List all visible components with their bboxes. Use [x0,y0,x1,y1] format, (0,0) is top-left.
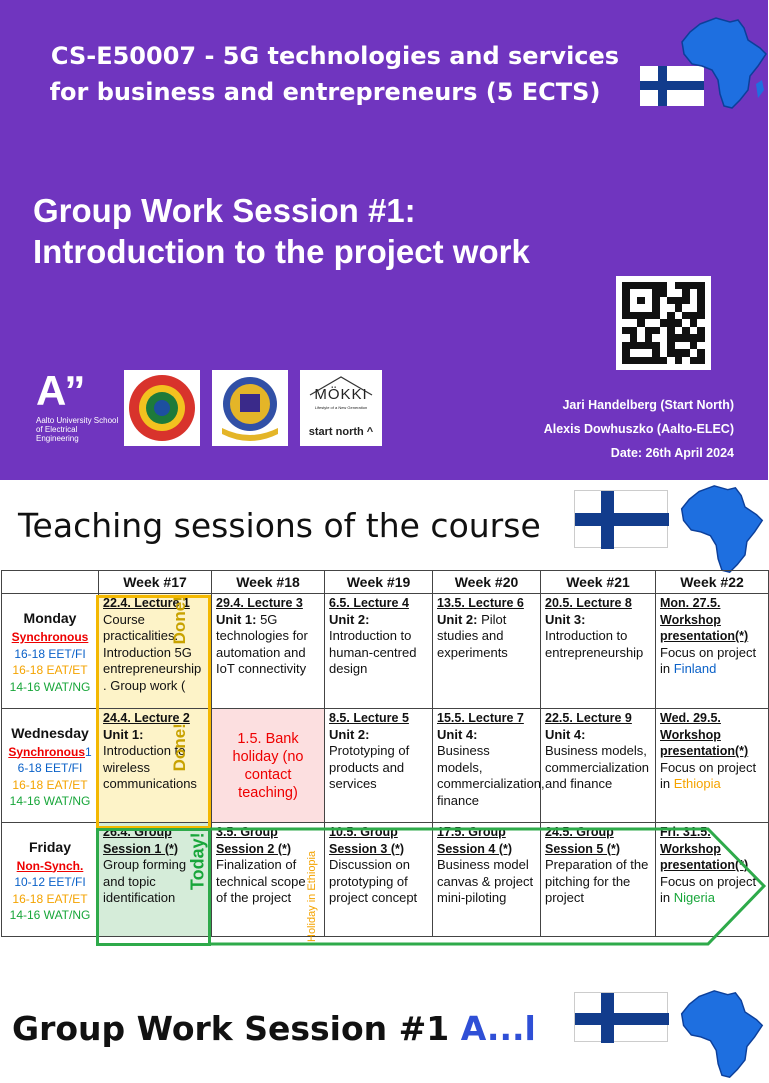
session-date: Date: 26th April 2024 [610,446,734,460]
ethiopia-holiday-label: Holiday in Ethiopia [306,850,318,942]
aalto-logo-text: Aalto University School of Electrical Engineering [36,416,119,443]
credits [544,393,734,465]
teaching-sessions-slide [0,480,768,970]
finland-flag-icon [574,490,668,548]
africa-map-icon [676,482,766,578]
session-cell: 8.5. Lecture 5 Unit 2: Prototyping of products and services [325,709,433,823]
workshop-cell: Mon. 27.5. Workshop presentation(*) Focus on project in Finland [656,594,769,709]
session-cell: 24.5. Group Session 5 (*) Preparation of the pitching for the project [541,823,656,937]
workshop-cell: Wed. 29.5. Workshop presentation(*) Focus on project in Ethiopia [656,709,769,823]
qr-code[interactable] [616,276,711,370]
session-cell: 15.5. Lecture 7 Unit 4: Business models, commercialization, finance [433,709,541,823]
mokki-wordmark: MÖKKI [314,386,368,403]
session-cell: 6.5. Lecture 4 Unit 2: Introduction to human-centred design [325,594,433,709]
week-header: Week #22 [656,571,769,594]
day-cell-monday: Monday Synchronous 16-18 EET/FI 16-18 EAT/ET 14-16 WAT/NG [2,594,99,709]
day-cell-friday: Friday Non-Synch. 10-12 EET/FI 16-18 EAT/ET 14-16 WAT/NG [2,823,99,937]
mokki-tagline: Lifestyle of a New Generation [314,405,368,410]
week-header: Week #18 [212,571,325,594]
week-header: Week #19 [325,571,433,594]
week-header: Week #20 [433,571,541,594]
session-cell: 26.4. Group Session 1 (*) Group forming and topic identification Today! [99,823,212,937]
session-title-line2: Introduction to the project work [33,233,530,270]
qr-code-pattern [622,282,705,364]
session-title [33,190,530,272]
week-header: Week #21 [541,571,656,594]
session-cell: 29.4. Lecture 3 Unit 1: 5G technologies for automation and IoT connectivity [212,594,325,709]
mokki-startnorth-logo [300,370,382,446]
title-slide [0,0,768,480]
aalto-logo [36,367,121,443]
presenter-1: Jari Handelberg (Start North) [562,398,734,412]
session-cell: 22.5. Lecture 9 Unit 4: Business models, commercialization and finance [541,709,656,823]
timeline-arrow [208,826,768,950]
peek-slide-title: Group Work Session #1 A...l [12,1009,536,1048]
done-highlight-frame [96,595,211,829]
next-slide-peek [0,975,768,1048]
done-stamp: Done! [169,723,189,772]
session-cell: 13.5. Lecture 6 Unit 2: Pilot studies and experiments [433,594,541,709]
finland-flag-icon [574,992,668,1042]
startnorth-wordmark: start north ^ [308,426,374,438]
session-title-line1: Group Work Session #1: [33,192,416,229]
session-cell: 22.4. Lecture 1 Course practicalities. Introduction 5G entrepreneurship . Group work ( Done! [99,594,212,709]
course-title [20,38,650,110]
presenter-2: Alexis Dowhuszko (Aalto-ELEC) [543,422,734,436]
session-cell: 24.4. Lecture 2 Unit 1: Introduction to wireless communications Done! [99,709,212,823]
slide-title: Teaching sessions of the course [18,506,541,545]
bank-holiday-cell: 1.5. Bank holiday (no contact teaching) [212,709,325,823]
week-header-row [2,571,769,594]
session-cell: 10.5. Group Session 3 (*) Discussion on prototyping of project concept [325,823,433,937]
workshop-cell: Fri. 31.5. Workshop presentation(*) Focus on project in Nigeria [656,823,769,937]
week-header: Week #17 [99,571,212,594]
session-cell: 17.5. Group Session 4 (*) Business model canvas & project mini-piloting [433,823,541,937]
africa-map-icon [676,987,766,1083]
session-cell: 3.5. Group Session 2 (*) Finalization of technical scope of the project [212,823,325,937]
today-stamp: Today! [187,832,208,891]
corner-cell [2,571,99,594]
day-cell-wednesday: Wednesday Synchronous1 6-18 EET/FI 16-18 EAT/ET 14-16 WAT/NG [2,709,99,823]
course-title-line1: CS-E50007 - 5G technologies and services [50,42,620,70]
aalto-logo-mark: A” [36,367,84,414]
session-cell: 20.5. Lecture 8 Unit 3: Introduction to entrepreneurship [541,594,656,709]
africa-map-icon [678,14,768,114]
oau-crest-logo [212,370,288,446]
done-stamp: Done! [169,596,189,645]
course-title-line2: for business and entrepreneurs (5 ECTS) [49,78,601,106]
today-highlight-frame [96,828,211,946]
addis-ababa-university-logo [124,370,200,446]
